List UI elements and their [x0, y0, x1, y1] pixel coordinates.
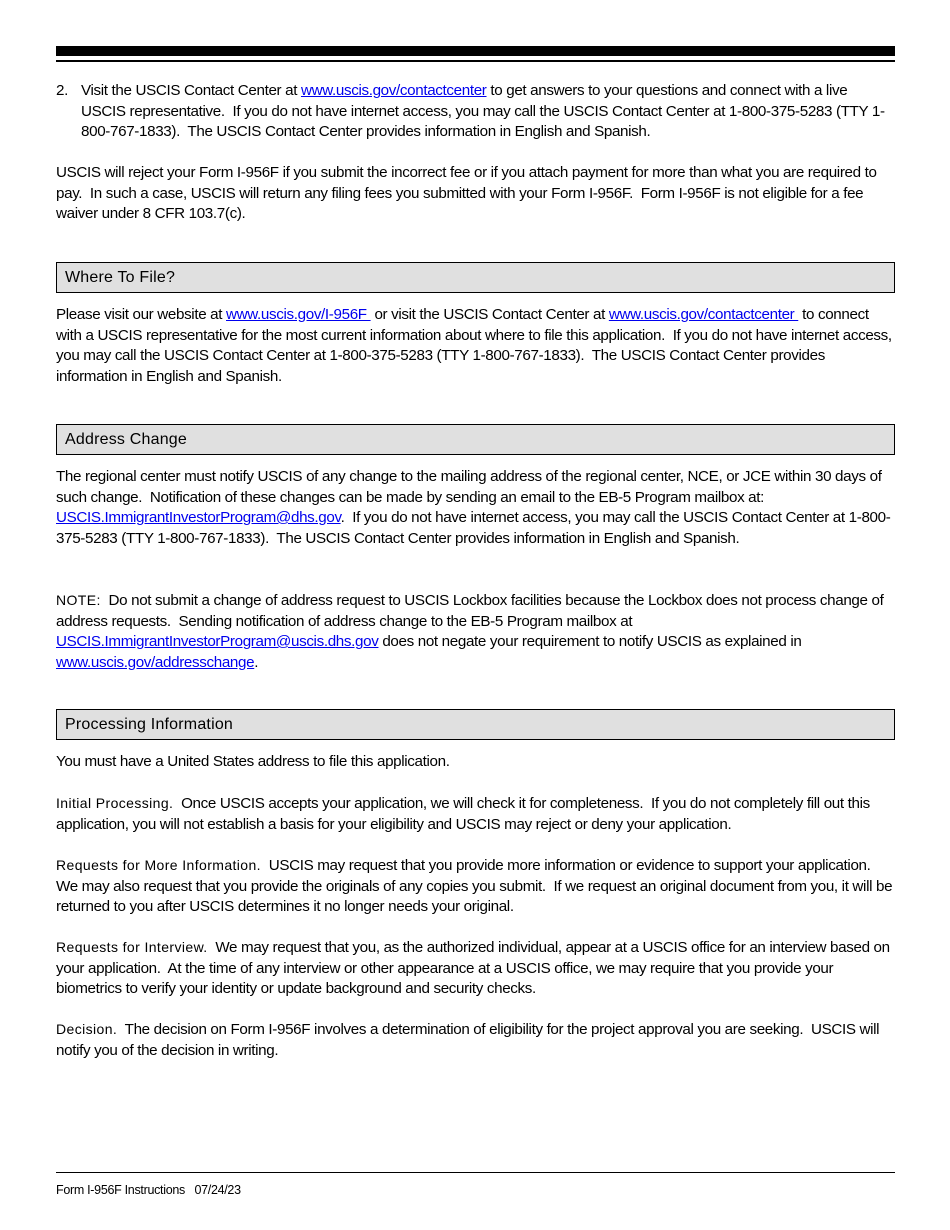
text-segment: . If you do not have internet access, you may call the USCIS Contact Center at 1-800-375-5283 (TTY 1-800-767-1833). The USCIS Contact Center provides information in English and Spanish.: [56, 509, 891, 547]
link[interactable]: www.uscis.gov/contactcenter: [300, 82, 487, 99]
text-segment: The regional center must notify USCIS of any change to the mailing address of the regional center, NCE, or JCE within 30 days of such change. Notification of these changes can be made by sending an email to the EB-5 Program mailbox at:: [56, 468, 886, 506]
fee-paragraph: [56, 163, 895, 225]
lead-in-label: NOTE:: [56, 592, 101, 608]
section-title: Address Change: [65, 431, 187, 448]
section-header-where-to-file: [56, 262, 895, 293]
section-title: Where To File?: [65, 269, 176, 286]
initial-processing-paragraph: [56, 793, 895, 835]
link[interactable]: www.uscis.gov/I-956F: [226, 306, 371, 323]
address-change-note: [56, 590, 895, 673]
link[interactable]: www.uscis.gov/contactcenter: [608, 306, 799, 323]
text-segment: Do not submit a change of address request to USCIS Lockbox facilities because the Lockbox does not process change of address requests. Sending notification of address change to the EB-5 Program mailbox at: [56, 592, 888, 630]
link[interactable]: USCIS.ImmigrantInvestorProgram@uscis.dhs.gov: [56, 633, 379, 650]
footer-text: Form I-956F Instructions 07/24/23: [56, 1183, 241, 1197]
section-header-address-change: [56, 424, 895, 455]
text-segment: Visit the USCIS Contact Center at: [81, 82, 301, 99]
text-segment: Please visit our website at: [56, 306, 227, 323]
decision-paragraph: [56, 1019, 895, 1061]
lead-in-label: Requests for Interview.: [56, 939, 208, 955]
where-to-file-paragraph: [56, 305, 895, 387]
text-segment: to connect with a USCIS representative for the most current information about where to file this application. If you do not have internet access, you may call the USCIS Contact Center at 1-800-375-5283 (TTY 1-800-767-1833). The USCIS Contact Center provides information in English and Spanish.: [56, 306, 896, 385]
top-thick-rule: [56, 46, 895, 56]
text-segment: The decision on Form I-956F involves a determination of eligibility for the project approval you are seeking. USCIS will notify you of the decision in writing.: [56, 1021, 884, 1059]
top-thin-rule: [56, 60, 895, 62]
text-segment: .: [254, 653, 259, 671]
link[interactable]: USCIS.ImmigrantInvestorProgram@dhs.gov: [56, 509, 341, 526]
text-segment: We may request that you, as the authorized individual, appear at a USCIS office for an interview based on your application. At the time of any interview or other appearance at a USCIS office, we may require that you provide your biometrics to verify your identity or update background and security checks.: [56, 939, 894, 997]
list-item-2: [56, 81, 895, 143]
text-segment: USCIS will reject your Form I-956F if you submit the incorrect fee or if you attach payment for more than what you are required to pay. In such a case, USCIS will return any filing fees you submitted with your Form I-956F. Form I-956F is not eligible for a fee waiver under 8 CFR 103.7(c).: [56, 164, 881, 222]
more-information-paragraph: [56, 855, 895, 918]
address-change-paragraph: [56, 467, 895, 549]
section-title: Processing Information: [65, 716, 234, 733]
lead-in-label: Decision.: [56, 1021, 118, 1037]
text-segment: USCIS may request that you provide more information or evidence to support your application. We may also request that you provide the originals of any copies you submit. If we request an original document from you, it will be returned to you after USCIS determines it no longer needs your original.: [56, 857, 897, 915]
text-segment: to get answers to your questions and connect with a live USCIS representative. If you do not have internet access, you may call the USCIS Contact Center at 1-800-375-5283 (TTY 1-800-767-1833). The USCIS Contact Center provides information in English and Spanish.: [81, 82, 885, 140]
text-segment: You must have a United States address to file this application.: [56, 753, 450, 770]
section-header-processing: [56, 709, 895, 740]
link[interactable]: www.uscis.gov/addresschange: [56, 653, 255, 671]
interview-paragraph: [56, 937, 895, 1000]
list-number: 2.: [56, 82, 68, 99]
lead-in-label: Initial Processing.: [56, 795, 174, 811]
text-segment: or visit the USCIS Contact Center at: [370, 306, 609, 323]
footer-rule: [56, 1172, 895, 1173]
text-segment: does not negate your requirement to notify USCIS as explained in: [378, 633, 806, 650]
list-item-text: [81, 82, 885, 140]
text-segment: Once USCIS accepts your application, we will check it for completeness. If you do not completely fill out this application, you will not establish a basis for your eligibility and USCIS may reject or deny your application.: [56, 795, 874, 833]
address-requirement-paragraph: [56, 752, 895, 773]
lead-in-label: Requests for More Information.: [56, 857, 261, 873]
